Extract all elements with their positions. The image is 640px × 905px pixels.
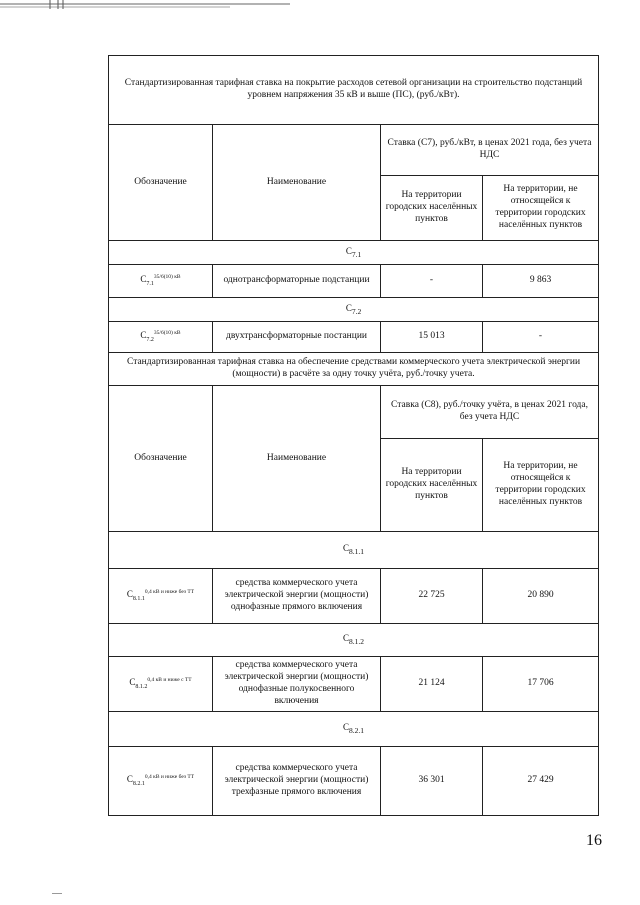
tariff-document xyxy=(108,55,598,816)
group-label-c7-1: $С_{7.1}$ xyxy=(109,241,599,265)
c7-col-name: Наименование xyxy=(213,125,381,241)
urban-value-c7-2: 15 013 xyxy=(381,322,483,353)
table-row xyxy=(109,747,599,816)
rural-value-c7-2: - xyxy=(483,322,599,353)
c7-col-urban: На территории городских населённых пунктов xyxy=(381,176,483,241)
table-row xyxy=(109,657,599,712)
name-c8-1-1: средства коммерческого учета электрической энергии (мощности) однофазные прямого включения xyxy=(213,569,381,624)
group-label-c8-1-2: $С_{8.1.2}$ xyxy=(109,624,599,657)
table-row xyxy=(109,322,599,353)
tariff-table xyxy=(108,55,599,816)
c8-col-rate: Ставка (С8), руб./точку учёта, в ценах 2021 года, без учета НДС xyxy=(381,386,599,439)
c7-header-row xyxy=(109,125,599,176)
scan-bottom-mark xyxy=(52,893,62,894)
group-row xyxy=(109,624,599,657)
table-row xyxy=(109,569,599,624)
group-row xyxy=(109,712,599,747)
c7-title-row xyxy=(109,56,599,125)
group-label-c7-2: $С_{7.2}$ xyxy=(109,298,599,322)
page-number: 16 xyxy=(586,832,602,849)
name-c7-2: двухтрансформаторные постанции xyxy=(213,322,381,353)
rural-value-c7-1: 9 863 xyxy=(483,265,599,298)
c7-col-rate: Ставка (С7), руб./кВт, в ценах 2021 года, без учета НДС xyxy=(381,125,599,176)
scan-edge-marks xyxy=(0,0,640,14)
rural-value-c8-2-1: 27 429 xyxy=(483,747,599,816)
designation-c8-2-1: $С_{8.2.1}^{0,4 кВ и ниже без ТТ}$ xyxy=(109,747,213,816)
c8-col-designation: Обозначение xyxy=(109,386,213,532)
c7-section-title: Стандартизированная тарифная ставка на покрытие расходов сетевой организации на строительство подстанций уровнем напряжения 35 кВ и выше (ПС), (руб./кВт). xyxy=(109,56,599,125)
table-row xyxy=(109,265,599,298)
c8-header-row xyxy=(109,386,599,439)
designation-c8-1-1: $С_{8.1.1}^{0,4 кВ и ниже без ТТ}$ xyxy=(109,569,213,624)
name-c8-2-1: средства коммерческого учета электрической энергии (мощности) трехфазные прямого включения xyxy=(213,747,381,816)
rural-value-c8-1-1: 20 890 xyxy=(483,569,599,624)
designation-c7-2: $С_{7.2}^{35/6(10) кВ}$ xyxy=(109,322,213,353)
urban-value-c8-1-1: 22 725 xyxy=(381,569,483,624)
name-c7-1: однотрансформаторные подстанции xyxy=(213,265,381,298)
group-label-c8-1-1: $С_{8.1.1}$ xyxy=(109,532,599,569)
group-row xyxy=(109,532,599,569)
designation-c7-1: $С_{7.1}^{35/6(10) кВ}$ xyxy=(109,265,213,298)
name-c8-1-2: средства коммерческого учета электрической энергии (мощности) однофазные полукосвенного включения xyxy=(213,657,381,712)
c7-col-rural: На территории, не относящейся к территории городских населённых пунктов xyxy=(483,176,599,241)
urban-value-c8-1-2: 21 124 xyxy=(381,657,483,712)
rural-value-c8-1-2: 17 706 xyxy=(483,657,599,712)
urban-value-c8-2-1: 36 301 xyxy=(381,747,483,816)
urban-value-c7-1: - xyxy=(381,265,483,298)
c8-col-urban: На территории городских населённых пунктов xyxy=(381,439,483,532)
c8-title-row xyxy=(109,353,599,386)
c8-col-rural: На территории, не относящейся к территории городских населённых пунктов xyxy=(483,439,599,532)
c7-col-designation: Обозначение xyxy=(109,125,213,241)
c8-col-name: Наименование xyxy=(213,386,381,532)
group-label-c8-2-1: $С_{8.2.1}$ xyxy=(109,712,599,747)
group-row xyxy=(109,298,599,322)
c8-section-title: Стандартизированная тарифная ставка на обеспечение средствами коммерческого учета электрической энергии (мощности) в расчёте за одну точку учёта, руб./точку учета. xyxy=(109,353,599,386)
designation-c8-1-2: $С_{8.1.2}^{0,4 кВ и ниже с ТТ}$ xyxy=(109,657,213,712)
group-row xyxy=(109,241,599,265)
